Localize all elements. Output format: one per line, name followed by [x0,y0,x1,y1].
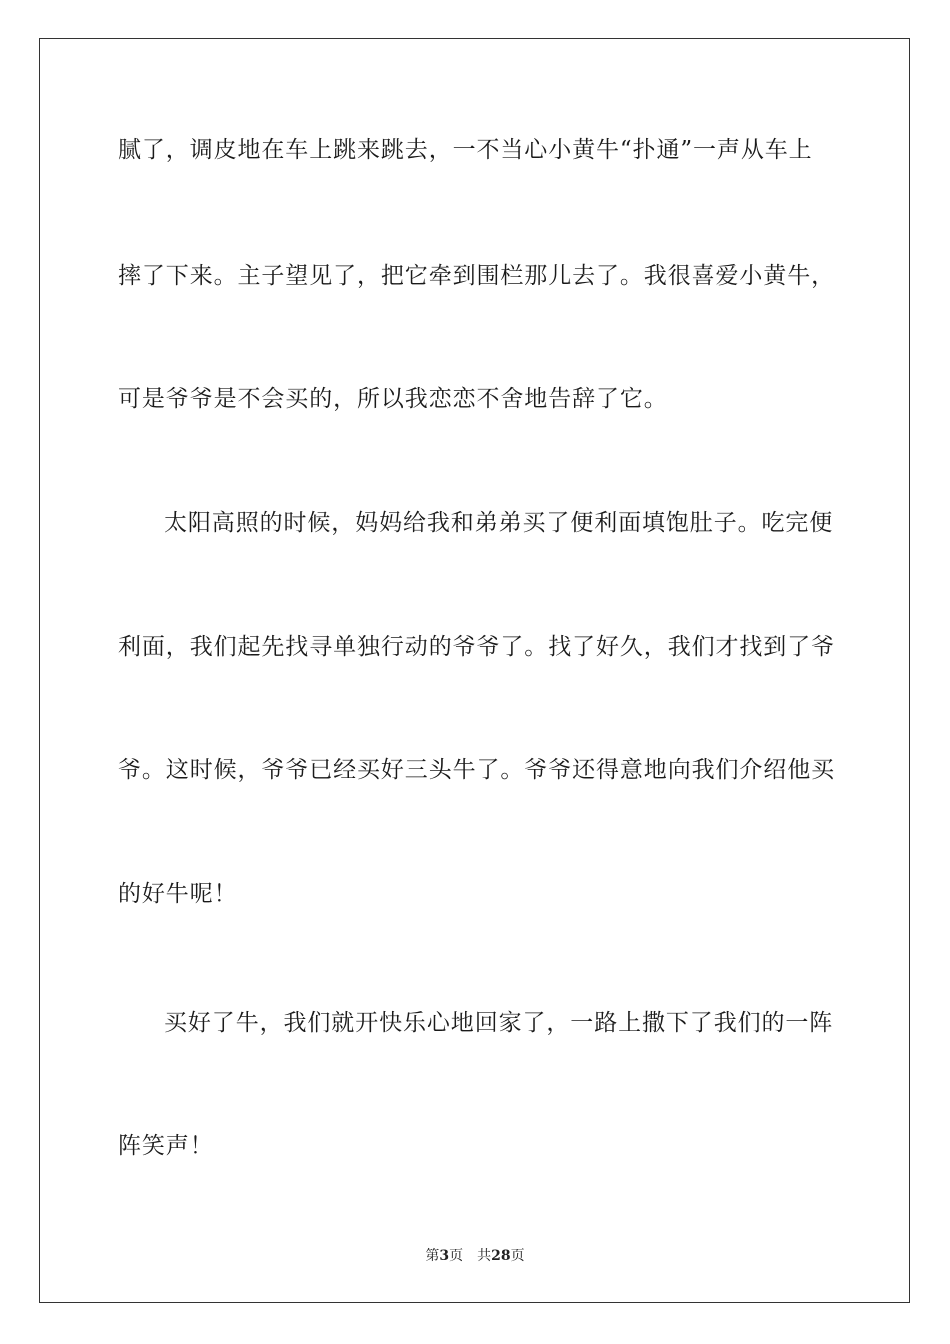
text-line: 的好牛呢！ [118,881,238,907]
page-suffix: 页 [449,1248,464,1264]
page-number: 3 [439,1248,450,1264]
page-footer [0,1246,950,1266]
page-prefix: 第 [425,1248,440,1264]
page-border [39,38,910,1303]
text-line: 可是爷爷是不会买的，所以我恋恋不舍地告辞了它。 [118,386,668,412]
paragraph-first-line: 太阳高照的时候，妈妈给我和弟弟买了便利面填饱肚子。吃完便 [164,510,834,536]
paragraph-first-line: 买好了牛，我们就开快乐心地回家了，一路上撒下了我们的一阵 [164,1010,834,1036]
total-suffix: 页 [510,1248,525,1264]
total-pages: 28 [491,1248,511,1264]
total-prefix: 共 [477,1248,492,1264]
text-line: 腻了，调皮地在车上跳来跳去，一不当心小黄牛“扑通”一声从车上 [118,137,813,163]
text-line: 阵笑声！ [118,1133,214,1159]
text-line: 爷。这时候，爷爷已经买好三头牛了。爷爷还得意地向我们介绍他买 [118,757,835,783]
text-line: 摔了下来。主子望见了，把它牵到围栏那儿去了。我很喜爱小黄牛， [118,263,835,289]
text-line: 利面，我们起先找寻单独行动的爷爷了。找了好久，我们才找到了爷 [118,634,835,660]
